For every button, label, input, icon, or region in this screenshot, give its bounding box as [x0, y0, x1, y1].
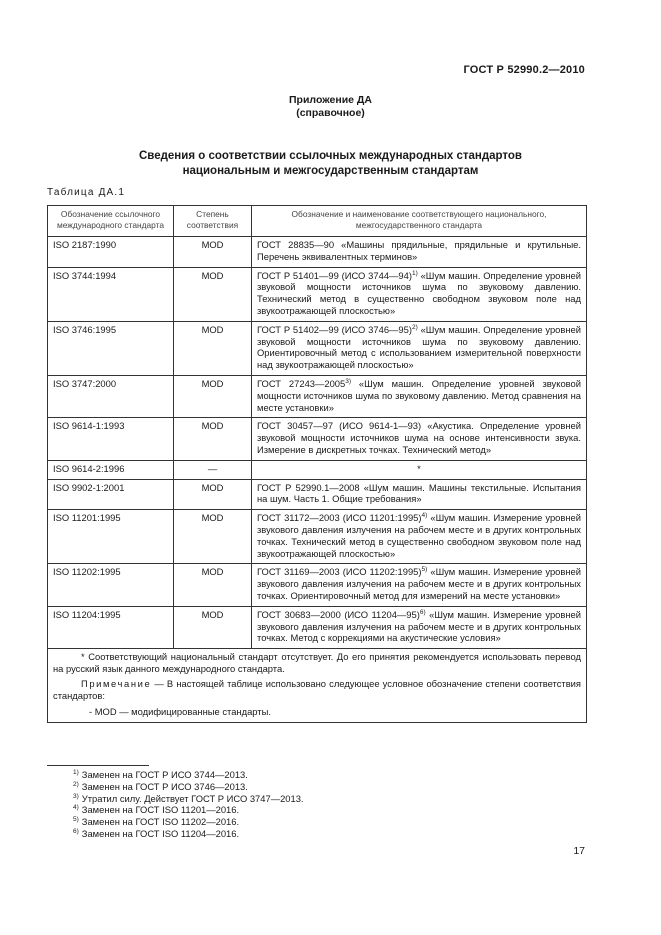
national-standard-cell [252, 321, 587, 375]
table-row [48, 321, 587, 375]
table-row [48, 375, 587, 417]
international-standard-cell: ISO 9614-1:1993 [48, 418, 174, 460]
national-standard-title: «Шум машин. Измерение уровней звукового давления излучения на рабочем месте и в других контрольных точках. Технический метод в существенно свободном звуковом поле над звукоотражающей плоскостью» [257, 512, 581, 559]
footnote-mark: 3) [73, 792, 79, 800]
degree-cell: MOD [174, 510, 252, 564]
footnote-mark: 4) [73, 804, 79, 812]
degree-cell: MOD [174, 606, 252, 648]
footnote [73, 816, 304, 828]
table-row [48, 510, 587, 564]
international-standard-cell: ISO 11204:1995 [48, 606, 174, 648]
table-row [48, 267, 587, 321]
header-national-standard: Обозначение и наименование соответствующего национального, межгосударственного стандарта [252, 206, 587, 237]
footnote [73, 804, 304, 816]
national-standard-text: * [417, 462, 421, 474]
table-row [48, 418, 587, 460]
footnotes [73, 769, 304, 840]
national-standard-title: «Шум машин. Определение уровней звуковой мощности источников шума по звуковому давлению. Ориентировочный метод с использованием измерительной поверхности над звукоотражающей плоскостью» [257, 323, 581, 371]
international-standard-cell: ISO 3744:1994 [48, 267, 174, 321]
page-number: 17 [573, 845, 585, 857]
degree-cell: MOD [174, 237, 252, 268]
table-body [48, 237, 587, 649]
national-standard-title: «Шум машин. Определение уровней звуковой мощности источников шума по звуковому давлению. Технический метод в существенно свободном звуковом поле над звукоотражающей плоскостью» [257, 269, 581, 316]
table-note [53, 678, 581, 702]
annex-title: Приложение ДА [289, 94, 372, 106]
national-standard-cell [252, 267, 587, 321]
table-label: Таблица ДА.1 [47, 187, 126, 198]
footnote [73, 781, 304, 793]
page-title-line-2: национальным и межгосударственным стандартам [182, 165, 479, 177]
national-standard-text: ГОСТ 30457—97 (ИСО 9614-1—93) «Акустика. Определение уровней звуковой мощности источников шума на основе интенсивности звука. Измерение в дискретных точках. Технический метод» [257, 420, 581, 455]
international-standard-cell: ISO 2187:1990 [48, 237, 174, 268]
degree-cell: — [174, 460, 252, 479]
international-standard-cell: ISO 3746:1995 [48, 321, 174, 375]
footnote-text: Заменен на ГОСТ Р ИСО 3744—2013. [81, 769, 248, 780]
degree-cell: MOD [174, 267, 252, 321]
national-standard-cell [252, 606, 587, 648]
annex-heading [0, 94, 661, 120]
table-notes-row [48, 649, 587, 723]
international-standard-cell: ISO 9902-1:2001 [48, 479, 174, 510]
national-standard-cell [252, 418, 587, 460]
asterisk-note: * Соответствующий национальный стандарт отсутствует. До его принятия рекомендуется использовать перевод на русский язык данного международного стандарта. [53, 651, 581, 675]
footnote-text: Утратил силу. Действует ГОСТ Р ИСО 3747—2013. [81, 792, 304, 804]
degree-cell: MOD [174, 321, 252, 375]
note-label: Примечание [81, 678, 152, 690]
footnote-ref: 2) [411, 323, 418, 331]
national-standard-text: ГОСТ Р 52990.1—2008 «Шум машин. Машины текстильные. Испытания на шум. Часть 1. Общие требования» [257, 481, 581, 505]
national-standard-cell [252, 479, 587, 510]
national-standard-title: «Шум машин. Измерение уровней звукового давления излучения на рабочем месте и в других контрольных точках. Метод с коррекциями на акустические условия» [257, 608, 581, 644]
national-standard-title: «Шум машин. Определение уровней звуковой мощности источников шума по звуковому давлению. Метод сравнения на месте установки» [257, 377, 581, 413]
degree-cell: MOD [174, 564, 252, 606]
national-standard-title: «Шум машин. Измерение уровней звукового давления излучения на рабочем месте и в других контрольных точках. Ориентировочный метод для измерений на месте установки» [257, 566, 581, 601]
footnote [73, 793, 304, 805]
footnote-divider [47, 765, 149, 766]
reference-table [47, 205, 587, 723]
national-standard-text: ГОСТ Р 51402—99 (ИСО 3746—95) [257, 323, 412, 335]
note-text: — В настоящей таблице использовано следующее условное обозначение степени соответствия стандартов: [53, 678, 581, 702]
table-header-row [48, 206, 587, 237]
national-standard-text: ГОСТ Р 51401—99 (ИСО 3744—94) [257, 269, 412, 281]
footnote-text: Заменен на ГОСТ Р ИСО 3746—2013. [81, 780, 248, 792]
header-degree: Степень соответствия [174, 206, 252, 237]
footnote [73, 828, 304, 840]
footnote [73, 769, 304, 781]
page-title-line-1: Сведения о соответствии ссылочных международных стандартов [138, 150, 522, 162]
table-row [48, 460, 587, 479]
national-standard-text: ГОСТ 30683—2000 (ИСО 11204—95) [257, 608, 420, 620]
document-code: ГОСТ Р 52990.2—2010 [463, 64, 585, 76]
footnote-text: Заменен на ГОСТ ISO 11201—2016. [81, 804, 240, 816]
footnote-ref: 1) [411, 269, 418, 277]
table-row [48, 237, 587, 268]
footnote-ref: 5) [421, 566, 428, 574]
table-row [48, 606, 587, 648]
footnote-text: Заменен на ГОСТ ISO 11202—2016. [81, 816, 240, 828]
national-standard-cell [252, 460, 587, 479]
national-standard-text: ГОСТ 28835—90 «Машины прядильные, прядильные и крутильные. Перечень эквивалентных терминов» [257, 239, 581, 262]
footnote-ref: 6) [419, 608, 426, 616]
national-standard-cell [252, 564, 587, 606]
international-standard-cell: ISO 9614-2:1996 [48, 460, 174, 479]
footnote-text: Заменен на ГОСТ ISO 11204—2016. [81, 827, 240, 839]
footnote-mark: 2) [73, 780, 79, 788]
international-standard-cell: ISO 3747:2000 [48, 375, 174, 417]
footnote-ref: 3) [345, 377, 352, 385]
national-standard-text: ГОСТ 31172—2003 (ИСО 11201:1995) [257, 512, 422, 524]
footnote-ref: 4) [421, 512, 428, 520]
national-standard-cell [252, 237, 587, 268]
annex-subtitle: (справочное) [296, 107, 365, 119]
national-standard-text: ГОСТ 31169—2003 (ИСО 11202:1995) [257, 566, 422, 578]
mod-legend-item: - MOD — модифицированные стандарты. [89, 706, 271, 718]
table-row [48, 479, 587, 510]
table-row [48, 564, 587, 606]
national-standard-text: ГОСТ 27243—2005 [257, 377, 346, 389]
international-standard-cell: ISO 11201:1995 [48, 510, 174, 564]
degree-cell: MOD [174, 418, 252, 460]
national-standard-cell [252, 375, 587, 417]
footnote-mark: 5) [73, 816, 79, 824]
footnote-mark: 1) [73, 769, 79, 776]
page-title [0, 149, 661, 179]
national-standard-cell [252, 510, 587, 564]
degree-cell: MOD [174, 479, 252, 510]
table-notes [48, 649, 587, 723]
degree-cell: MOD [174, 375, 252, 417]
international-standard-cell: ISO 11202:1995 [48, 564, 174, 606]
footnote-mark: 6) [73, 827, 79, 835]
header-international-standard: Обозначение ссылочного международного стандарта [48, 206, 174, 237]
